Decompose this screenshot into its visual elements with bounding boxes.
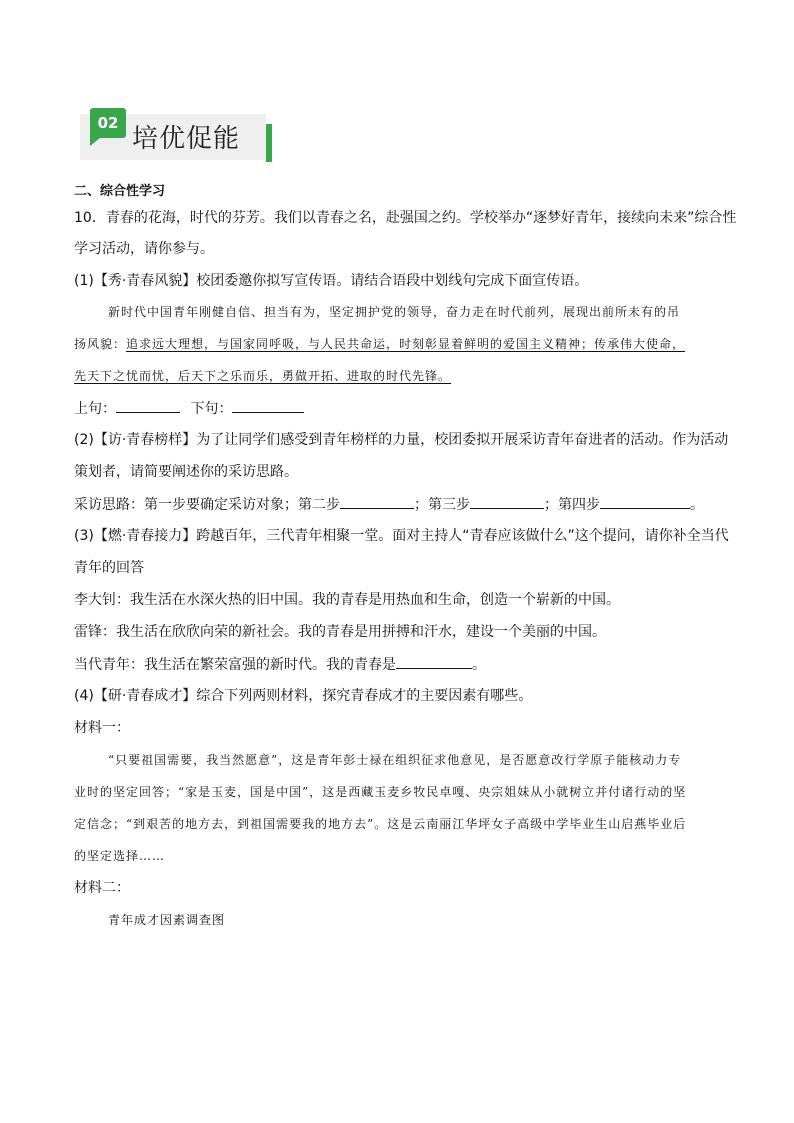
lei-feng-answer: 雷锋：我生活在欣欣向荣的新社会。我的青春是用拼搏和汗水，建设一个美丽的中国。 xyxy=(74,624,606,640)
passage-plain: 扬风貌： xyxy=(74,337,127,351)
upper-label: 上句： xyxy=(74,401,116,417)
step3-label: ；第三步 xyxy=(414,497,470,513)
part3-prompt-line2: 青年的回答 xyxy=(74,560,144,576)
part1-prompt: (1)【秀·青春风貌】校团委邀你拟写宣传语。请结合语段中划线句完成下面宣传语。 xyxy=(74,273,589,289)
modern-prefix: 当代青年：我生活在繁荣富强的新时代。我的青春是 xyxy=(74,657,396,673)
question-intro-line2: 学习活动，请你参与。 xyxy=(74,241,214,257)
lower-answer-blank[interactable] xyxy=(232,398,304,413)
material1-line2: 业时的坚定回答；“家是玉麦，国是中国”，这是西藏玉麦乡牧民卓嘎、央宗姐妹从小就树立并付诸行动的坚 xyxy=(74,785,687,799)
upper-answer-blank[interactable] xyxy=(116,398,180,413)
li-dazhao-answer: 李大钊：我生活在水深火热的旧中国。我的青春是用热血和生命，创造一个崭新的中国。 xyxy=(74,592,620,608)
part2-prompt-line2: 策划者，请简要阐述你的采访思路。 xyxy=(74,464,298,480)
part1-answer-row xyxy=(74,398,304,419)
part1-passage-line1: 新时代中国青年刚健自信、担当有为，坚定拥护党的领导，奋力走在时代前列，展现出前所未有的吊 xyxy=(108,305,681,319)
step4-label: ；第四步 xyxy=(544,497,600,513)
step2-blank[interactable] xyxy=(340,494,414,509)
steps-end: 。 xyxy=(690,497,704,513)
part2-steps-row xyxy=(74,494,704,515)
part2-prompt-line1: (2)【访·青春榜样】为了让同学们感受到青年榜样的力量，校团委拟开展采访青年奋进者的活动。作为活动 xyxy=(74,432,729,448)
passage-underlined-2: 先天下之忧而忧，后天下之乐而乐，勇做开拓、进取的时代先锋。 xyxy=(74,369,452,383)
badge-title: 培优促能 xyxy=(132,124,241,154)
badge-tail-shape xyxy=(90,138,100,146)
badge-number: 02 xyxy=(90,108,126,138)
material1-label: 材料一： xyxy=(74,720,130,736)
part3-prompt-line1: (3)【燃·青春接力】跨越百年，三代青年相聚一堂。面对主持人“青春应该做什么”这个提问，请你补全当代 xyxy=(74,528,729,544)
modern-end: 。 xyxy=(472,657,486,673)
steps-prefix: 采访思路：第一步要确定采访对象；第二步 xyxy=(74,497,340,513)
part4-prompt: (4)【研·青春成才】综合下列两则材料，探究青春成才的主要因素有哪些。 xyxy=(74,688,533,704)
section-title: 二、综合性学习 xyxy=(74,184,166,199)
material2-label: 材料二： xyxy=(74,880,130,896)
lower-label: 下句： xyxy=(190,401,233,417)
modern-youth-row xyxy=(74,654,486,675)
modern-answer-blank[interactable] xyxy=(396,654,472,669)
question-intro-line1: 10．青春的花海，时代的芬芳。我们以青春之名，赴强国之约。学校举办“逐梦好青年，接续向未来”综合性 xyxy=(74,210,737,226)
chart-caption: 青年成才因素调查图 xyxy=(108,913,226,927)
section-badge xyxy=(80,108,272,162)
material1-line3: 定信念；“到艰苦的地方去，到祖国需要我的地方去”。这是云南丽江华坪女子高级中学毕业生山启燕毕业后 xyxy=(74,817,687,831)
step4-blank[interactable] xyxy=(600,494,690,509)
part1-passage-line2 xyxy=(74,334,685,354)
material1-line4: 的坚定选择…… xyxy=(74,849,166,863)
part1-passage-line3 xyxy=(74,366,451,386)
passage-underlined-1: 追求远大理想，与国家同呼吸，与人民共命运，时刻彰显着鲜明的爱国主义精神；传承伟大使命， xyxy=(126,337,686,351)
badge-accent-bar xyxy=(266,124,272,162)
material1-line1: “只要祖国需要，我当然愿意”，这是青年彭士禄在组织征求他意见，是否愿意改行学原子能核动力专 xyxy=(108,753,682,767)
step3-blank[interactable] xyxy=(470,494,544,509)
